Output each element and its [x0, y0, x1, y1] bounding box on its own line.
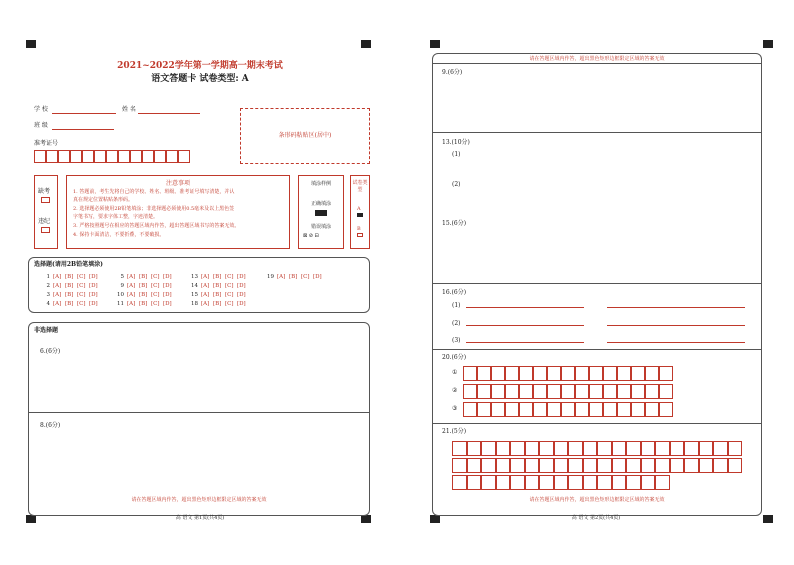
fill-correct-label: 正确填涂 — [310, 201, 331, 207]
notes-item: 4. 保持卡面清洁，不要折叠，不要破损。 — [73, 232, 165, 238]
answer-cell[interactable] — [612, 441, 627, 456]
choice-option-bubble[interactable]: [A] — [127, 274, 136, 280]
answer-cell[interactable] — [463, 384, 477, 399]
answer-cell[interactable] — [452, 441, 467, 456]
answer-cell[interactable] — [575, 366, 589, 381]
answer-cell[interactable] — [645, 384, 659, 399]
choice-option-bubble[interactable]: [B] — [65, 283, 74, 289]
page-title: 2021~2022学年第一学期高一期末考试 — [117, 61, 283, 71]
corner-mark — [763, 40, 773, 48]
choice-question-row — [114, 292, 175, 298]
answer-cell[interactable] — [477, 384, 491, 399]
answer-cell[interactable] — [670, 441, 685, 456]
choice-option-bubble[interactable]: [A] — [53, 292, 62, 298]
answer-cell[interactable] — [568, 458, 583, 473]
notes-item: 2. 选择题必须使用2B铅笔填涂；非选择题必须使用0.5毫米及以上黑色签 — [73, 206, 235, 212]
answer-cell[interactable] — [519, 384, 533, 399]
answer-cell[interactable] — [467, 475, 482, 490]
choice-option-bubble[interactable]: [C] — [225, 292, 234, 298]
violation-label: 违纪 — [38, 218, 51, 225]
choice-question-row — [114, 274, 175, 280]
choice-number: 4 — [46, 301, 50, 307]
answer-cell[interactable] — [547, 366, 561, 381]
fill-wrong-label: 错误填涂 — [310, 224, 331, 230]
choice-option-bubble[interactable]: [D] — [89, 274, 98, 280]
question-13-part-1: (1) — [452, 151, 461, 158]
question-13-label: 13.(10分) — [442, 139, 470, 146]
question-20-label: 20.(6分) — [442, 354, 467, 361]
choice-option-bubble[interactable]: [D] — [163, 283, 172, 289]
choice-option-bubble[interactable]: [C] — [301, 274, 310, 280]
answer-cell[interactable] — [496, 475, 511, 490]
answer-cell[interactable] — [554, 441, 569, 456]
fill-sample-title: 填涂样例 — [310, 181, 331, 187]
answer-cell[interactable] — [612, 458, 627, 473]
choice-option-bubble[interactable]: [C] — [225, 301, 234, 307]
answer-cell[interactable] — [477, 402, 491, 417]
school-field[interactable] — [52, 113, 116, 114]
choice-option-bubble[interactable]: [C] — [151, 292, 160, 298]
question-13-part-2: (2) — [452, 181, 461, 188]
answer-cell[interactable] — [626, 475, 641, 490]
choice-option-bubble[interactable]: [D] — [237, 292, 246, 298]
choice-option-bubble[interactable]: [B] — [139, 274, 148, 280]
answer-grid-row[interactable] — [463, 384, 673, 399]
answer-cell[interactable] — [617, 384, 631, 399]
answer-cell[interactable] — [583, 475, 598, 490]
school-label: 学 校 — [34, 106, 48, 113]
absent-panel — [34, 175, 58, 249]
choice-option-bubble[interactable]: [D] — [89, 301, 98, 307]
answer-cell[interactable] — [728, 441, 743, 456]
choice-option-bubble[interactable]: [D] — [89, 292, 98, 298]
choice-option-bubble[interactable]: [A] — [127, 301, 136, 307]
name-label: 姓 名 — [122, 106, 136, 113]
answer-cell[interactable] — [505, 402, 519, 417]
answer-cell[interactable] — [477, 366, 491, 381]
exam-no-label: 准考证号 — [34, 140, 59, 147]
answer-cell[interactable] — [626, 441, 641, 456]
answer-cell[interactable] — [583, 441, 598, 456]
footer-warning: 请在答题区域内作答，超出黑色矩形边框限定区域的答案无效 — [131, 497, 267, 503]
choice-question-row — [264, 274, 325, 280]
answer-cell[interactable] — [603, 366, 617, 381]
answer-cell[interactable] — [612, 475, 627, 490]
choice-option-bubble[interactable]: [C] — [225, 274, 234, 280]
answer-cell[interactable] — [510, 441, 525, 456]
choice-number: 5 — [120, 274, 124, 280]
footer-warning: 请在答题区域内作答，超出黑色矩形边框限定区域的答案无效 — [529, 497, 665, 503]
choice-number: 14 — [191, 283, 198, 289]
answer-cell[interactable] — [533, 366, 547, 381]
answer-cell[interactable] — [547, 402, 561, 417]
answer-divider — [433, 132, 761, 133]
answer-cell[interactable] — [575, 384, 589, 399]
answer-grid-row[interactable] — [463, 366, 673, 381]
paper-type-a-box[interactable] — [357, 213, 363, 217]
choice-option-bubble[interactable]: [B] — [213, 301, 222, 307]
answer-cell[interactable] — [597, 475, 612, 490]
answer-cell[interactable] — [505, 384, 519, 399]
choice-option-bubble[interactable]: [B] — [289, 274, 298, 280]
choice-option-bubble[interactable]: [A] — [201, 301, 210, 307]
answer-cell[interactable] — [510, 475, 525, 490]
answer-cell[interactable] — [597, 458, 612, 473]
answer-cell[interactable] — [568, 441, 583, 456]
answer-divider — [433, 349, 761, 350]
choice-option-bubble[interactable]: [C] — [151, 274, 160, 280]
choice-number: 11 — [117, 301, 124, 307]
answer-cell[interactable] — [519, 402, 533, 417]
answer-cell[interactable] — [631, 402, 645, 417]
choice-number: 19 — [267, 274, 274, 280]
answer-cell[interactable] — [631, 366, 645, 381]
choice-question-row — [40, 274, 101, 280]
answer-cell[interactable] — [645, 402, 659, 417]
answer-cell[interactable] — [496, 441, 511, 456]
answer-line[interactable] — [466, 307, 584, 308]
choice-option-bubble[interactable]: [B] — [139, 283, 148, 289]
choice-option-bubble[interactable]: [C] — [77, 283, 86, 289]
choice-option-bubble[interactable]: [C] — [77, 274, 86, 280]
choice-question-row — [188, 301, 249, 307]
question-8-label: 8.(6分) — [40, 422, 61, 429]
page-subtitle: 语文答题卡 试卷类型: A — [151, 74, 249, 84]
answer-cell[interactable] — [452, 458, 467, 473]
answer-cell[interactable] — [655, 441, 670, 456]
question-6-label: 6.(6分) — [40, 348, 61, 355]
answer-cell[interactable] — [481, 441, 496, 456]
absent-label: 缺考 — [38, 188, 51, 195]
answer-cell[interactable] — [589, 384, 603, 399]
choice-option-bubble[interactable]: [A] — [53, 283, 62, 289]
choice-option-bubble[interactable]: [D] — [163, 301, 172, 307]
answer-cell[interactable] — [655, 458, 670, 473]
answer-line[interactable] — [466, 342, 584, 343]
answer-cell[interactable] — [561, 384, 575, 399]
class-field[interactable] — [52, 129, 114, 130]
paper-type-b-box[interactable] — [357, 233, 363, 237]
answer-cell[interactable] — [684, 441, 699, 456]
answer-line[interactable] — [607, 307, 745, 308]
choice-option-bubble[interactable]: [D] — [163, 292, 172, 298]
answer-cell[interactable] — [519, 366, 533, 381]
choice-option-bubble[interactable]: [B] — [213, 292, 222, 298]
exam-no-boxes[interactable] — [34, 150, 190, 164]
answer-cell[interactable] — [533, 384, 547, 399]
answer-line[interactable] — [607, 342, 745, 343]
choice-option-bubble[interactable]: [B] — [213, 283, 222, 289]
choice-number: 1 — [46, 274, 50, 280]
notes-item: 真在规定位置粘贴条形码。 — [73, 197, 134, 203]
paper-type-b-label: B — [357, 226, 361, 232]
answer-cell[interactable] — [645, 366, 659, 381]
choice-number: 18 — [191, 301, 198, 307]
answer-cell[interactable] — [575, 402, 589, 417]
class-label: 班 级 — [34, 122, 48, 129]
answer-grid-row[interactable] — [452, 458, 742, 473]
paper-type-a-label: A — [357, 206, 361, 212]
notes-item: 3. 严格按照题号在相应的答题区域内作答，超出答题区域书写的答案无效。 — [73, 223, 240, 229]
choice-title: 选择题(请用2B铅笔填涂) — [34, 261, 103, 268]
violation-checkbox[interactable] — [41, 227, 50, 233]
answer-cell[interactable] — [597, 441, 612, 456]
answer-cell[interactable] — [491, 384, 505, 399]
fill-wrong-sample: ⊠ ⊘ ⊟ — [303, 233, 319, 239]
question-20-part-1: ① — [452, 369, 458, 376]
page-1-footer: 高 语文 第1页(共4页) — [175, 515, 225, 521]
choice-option-bubble[interactable]: [C] — [151, 301, 160, 307]
answer-cell[interactable] — [631, 384, 645, 399]
choice-option-bubble[interactable]: [C] — [77, 292, 86, 298]
choice-question-row — [188, 292, 249, 298]
answer-cell[interactable] — [568, 475, 583, 490]
answer-cell[interactable] — [713, 458, 728, 473]
barcode-label: 条形码粘贴区(居中) — [278, 132, 332, 139]
choice-option-bubble[interactable]: [D] — [89, 283, 98, 289]
answer-cell[interactable] — [539, 475, 554, 490]
choice-option-bubble[interactable]: [A] — [127, 283, 136, 289]
choice-number: 3 — [46, 292, 50, 298]
question-20-part-3: ③ — [452, 405, 458, 412]
answer-cell[interactable] — [452, 475, 467, 490]
answer-cell[interactable] — [467, 441, 482, 456]
answer-cell[interactable] — [547, 384, 561, 399]
answer-cell[interactable] — [491, 402, 505, 417]
answer-grid-row[interactable] — [452, 441, 742, 456]
answer-cell[interactable] — [641, 441, 656, 456]
answer-cell[interactable] — [699, 458, 714, 473]
answer-cell[interactable] — [505, 366, 519, 381]
choice-option-bubble[interactable]: [A] — [201, 283, 210, 289]
question-16-part-3: (3) — [452, 337, 461, 344]
answer-cell[interactable] — [467, 458, 482, 473]
paper-type-title: 试卷类型 — [352, 180, 368, 193]
choice-number: 9 — [120, 283, 124, 289]
question-15-label: 15.(6分) — [442, 220, 467, 227]
choice-question-row — [188, 283, 249, 289]
answer-cell[interactable] — [463, 402, 477, 417]
answer-cell[interactable] — [525, 441, 540, 456]
answer-divider — [29, 412, 369, 413]
answer-cell[interactable] — [589, 366, 603, 381]
notes-title: 注意事项 — [165, 180, 190, 187]
corner-mark — [430, 40, 440, 48]
answer-cell[interactable] — [684, 458, 699, 473]
choice-option-bubble[interactable]: [A] — [53, 301, 62, 307]
answer-cell[interactable] — [496, 458, 511, 473]
top-warning: 请在答题区域内作答，超出黑色矩形边框限定区域的答案无效 — [529, 56, 665, 62]
choice-option-bubble[interactable]: [A] — [127, 292, 136, 298]
notes-item: 1. 答题前，考生先将自己的学校、姓名、班级、准考证号填写清楚，并认 — [73, 189, 235, 195]
answer-cell[interactable] — [603, 402, 617, 417]
answer-cell[interactable] — [539, 458, 554, 473]
answer-divider — [433, 283, 761, 284]
choice-option-bubble[interactable]: [C] — [151, 283, 160, 289]
choice-option-bubble[interactable]: [B] — [65, 274, 74, 280]
choice-option-bubble[interactable]: [B] — [213, 274, 222, 280]
question-16-part-2: (2) — [452, 320, 461, 327]
choice-option-bubble[interactable]: [A] — [201, 292, 210, 298]
answer-grid-row[interactable] — [463, 402, 673, 417]
question-21-label: 21.(5分) — [442, 428, 467, 435]
corner-mark — [26, 40, 36, 48]
choice-grid[interactable] — [40, 274, 360, 310]
choice-option-bubble[interactable]: [A] — [53, 274, 62, 280]
notes-item: 字笔书写，要求字体工整，字迹清楚。 — [73, 214, 159, 220]
corner-mark — [361, 40, 371, 48]
answer-cell[interactable] — [539, 441, 554, 456]
answer-cell[interactable] — [670, 458, 685, 473]
answer-cell[interactable] — [561, 402, 575, 417]
choice-option-bubble[interactable]: [A] — [201, 274, 210, 280]
question-16-part-1: (1) — [452, 302, 461, 309]
choice-question-row — [114, 283, 175, 289]
answer-cell[interactable] — [617, 366, 631, 381]
question-16-label: 16.(6分) — [442, 289, 467, 296]
choice-number: 15 — [191, 292, 198, 298]
choice-question-row — [40, 292, 101, 298]
choice-question-row — [40, 283, 101, 289]
choice-option-bubble[interactable]: [C] — [77, 301, 86, 307]
choice-option-bubble[interactable]: [D] — [313, 274, 322, 280]
answer-cell[interactable] — [533, 402, 547, 417]
choice-option-bubble[interactable]: [D] — [237, 274, 246, 280]
answer-cell[interactable] — [510, 458, 525, 473]
answer-cell[interactable] — [525, 458, 540, 473]
non-choice-section — [28, 322, 370, 516]
choice-option-bubble[interactable]: [B] — [65, 292, 74, 298]
answer-cell[interactable] — [641, 475, 656, 490]
answer-cell[interactable] — [617, 402, 631, 417]
answer-cell[interactable] — [659, 384, 673, 399]
answer-cell[interactable] — [626, 458, 641, 473]
choice-number: 13 — [191, 274, 198, 280]
question-9-label: 9.(6分) — [442, 69, 463, 76]
choice-option-bubble[interactable]: [C] — [225, 283, 234, 289]
answer-cell[interactable] — [525, 475, 540, 490]
answer-cell[interactable] — [659, 402, 673, 417]
answer-cell[interactable] — [641, 458, 656, 473]
answer-cell[interactable] — [655, 475, 670, 490]
answer-cell[interactable] — [554, 475, 569, 490]
answer-cell[interactable] — [481, 458, 496, 473]
choice-option-bubble[interactable]: [D] — [163, 274, 172, 280]
choice-question-row — [40, 301, 101, 307]
answer-line[interactable] — [466, 325, 584, 326]
absent-checkbox[interactable] — [41, 197, 50, 203]
answer-cell[interactable] — [491, 366, 505, 381]
name-field[interactable] — [138, 113, 200, 114]
answer-cell[interactable] — [554, 458, 569, 473]
answer-cell[interactable] — [603, 384, 617, 399]
answer-cell[interactable] — [659, 366, 673, 381]
choice-option-bubble[interactable]: [A] — [277, 274, 286, 280]
question-20-part-2: ② — [452, 387, 458, 394]
page-2-footer: 高 语文 第2页(共4页) — [571, 515, 621, 521]
choice-option-bubble[interactable]: [B] — [139, 301, 148, 307]
answer-cell[interactable] — [713, 441, 728, 456]
answer-line[interactable] — [607, 325, 745, 326]
answer-divider — [433, 63, 761, 64]
choice-question-row — [114, 301, 175, 307]
choice-question-row — [188, 274, 249, 280]
non-choice-title: 非选择题 — [34, 327, 59, 334]
answer-cell[interactable] — [583, 458, 598, 473]
answer-cell[interactable] — [561, 366, 575, 381]
choice-option-bubble[interactable]: [D] — [237, 301, 246, 307]
choice-option-bubble[interactable]: [B] — [139, 292, 148, 298]
answer-cell[interactable] — [589, 402, 603, 417]
choice-option-bubble[interactable]: [B] — [65, 301, 74, 307]
answer-grid-row[interactable] — [452, 475, 670, 490]
choice-option-bubble[interactable]: [D] — [237, 283, 246, 289]
choice-number: 10 — [117, 292, 124, 298]
choice-number: 2 — [46, 283, 50, 289]
answer-cell[interactable] — [463, 366, 477, 381]
answer-cell[interactable] — [699, 441, 714, 456]
fill-correct-sample — [315, 210, 327, 216]
answer-cell[interactable] — [728, 458, 743, 473]
answer-cell[interactable] — [481, 475, 496, 490]
answer-divider — [433, 423, 761, 424]
